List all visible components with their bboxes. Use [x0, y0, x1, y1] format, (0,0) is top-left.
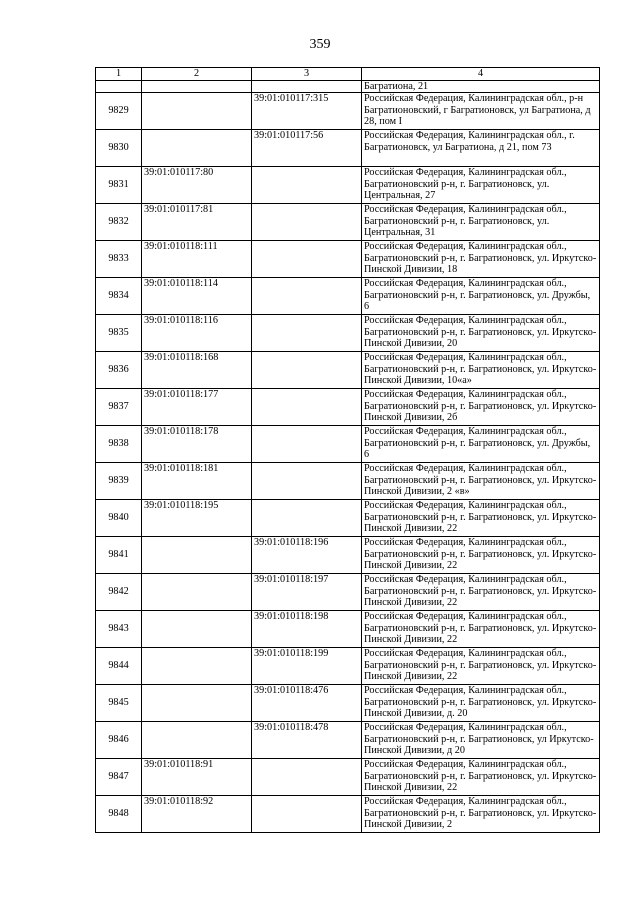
- cadastral-number-premises: [252, 389, 362, 426]
- table-row: [96, 130, 600, 167]
- cadastral-number-land: 39:01:010118:178: [142, 426, 252, 463]
- register-table: [95, 67, 600, 833]
- address: Российская Федерация, Калининградская обл., Багратионовский р-н, г. Багратионовск, ул. Иркутско-Пинской Дивизии, 22: [362, 574, 600, 611]
- address: Российская Федерация, Калининградская обл., Багратионовский р-н, г. Багратионовск, ул. Иркутско-Пинской Дивизии, 22: [362, 648, 600, 685]
- row-number: 9835: [96, 315, 142, 352]
- cadastral-number-premises: [252, 204, 362, 241]
- address: Российская Федерация, Калининградская обл., Багратионовский р-н, г. Багратионовск, ул. Дружбы, 6: [362, 426, 600, 463]
- header-col-3: 3: [252, 68, 362, 81]
- row-number: 9837: [96, 389, 142, 426]
- address: Российская Федерация, Калининградская обл., Багратионовский р-н, г. Багратионовск, ул. Иркутско-Пинской Дивизии, 2: [362, 796, 600, 833]
- address: Российская Федерация, Калининградская обл., Багратионовский р-н, г. Багратионовск, ул. Центральная, 31: [362, 204, 600, 241]
- table-row: [96, 574, 600, 611]
- cadastral-number-premises: [252, 759, 362, 796]
- row-number: 9840: [96, 500, 142, 537]
- table-row: [96, 463, 600, 500]
- table-row: [96, 204, 600, 241]
- cadastral-number-land: 39:01:010118:91: [142, 759, 252, 796]
- cadastral-number-land: 39:01:010118:116: [142, 315, 252, 352]
- table-row: [96, 500, 600, 537]
- cadastral-number-land: 39:01:010117:81: [142, 204, 252, 241]
- address: Российская Федерация, Калининградская обл., Багратионовский р-н, г. Багратионовск, ул. Иркутско-Пинской Дивизии, 22: [362, 759, 600, 796]
- row-number: 9833: [96, 241, 142, 278]
- cadastral-number-land: 39:01:010118:195: [142, 500, 252, 537]
- table-row: [96, 315, 600, 352]
- cadastral-number-land: [142, 685, 252, 722]
- cadastral-number-land: [142, 648, 252, 685]
- address: Российская Федерация, Калининградская обл., Багратионовский р-н, г. Багратионовск, ул. Иркутско-Пинской Дивизии, 18: [362, 241, 600, 278]
- cadastral-number-land: 39:01:010117:80: [142, 167, 252, 204]
- cadastral-number-premises: [252, 426, 362, 463]
- table-row: [96, 537, 600, 574]
- row-number: 9845: [96, 685, 142, 722]
- header-col-4: 4: [362, 68, 600, 81]
- cadastral-number-land: 39:01:010118:111: [142, 241, 252, 278]
- continuation-row: [96, 80, 600, 93]
- address: Российская Федерация, Калининградская обл., Багратионовский р-н, г. Багратионовск, ул. Иркутско-Пинской Дивизии, 22: [362, 500, 600, 537]
- address: Российская Федерация, Калининградская обл., Багратионовский р-н, г. Багратионовск, ул. Иркутско-Пинской Дивизии, д. 20: [362, 685, 600, 722]
- cadastral-number-premises: [252, 463, 362, 500]
- table-row: [96, 796, 600, 833]
- address: Российская Федерация, Калининградская обл., Багратионовский р-н, г. Багратионовск, ул. Иркутско-Пинской Дивизии, 22: [362, 537, 600, 574]
- address: Российская Федерация, Калининградская обл., р-н Багратионовский, г Багратионовск, ул Багратиона, д 28, пом I: [362, 93, 600, 130]
- table-row: [96, 93, 600, 130]
- cadastral-number-premises: 39:01:010118:197: [252, 574, 362, 611]
- cadastral-number-land: 39:01:010118:177: [142, 389, 252, 426]
- cadastral-number-land: [142, 722, 252, 759]
- cadastral-number-land: 39:01:010118:114: [142, 278, 252, 315]
- table-row: [96, 611, 600, 648]
- table-row: [96, 389, 600, 426]
- row-number: 9843: [96, 611, 142, 648]
- row-number: 9839: [96, 463, 142, 500]
- address: Российская Федерация, Калининградская обл., Багратионовский р-н, г. Багратионовск, ул. Иркутско-Пинской Дивизии, 10«а»: [362, 352, 600, 389]
- cadastral-number-premises: 39:01:010118:476: [252, 685, 362, 722]
- table-row: [96, 241, 600, 278]
- header-row: [96, 68, 600, 81]
- cadastral-number-premises: 39:01:010117:56: [252, 130, 362, 167]
- table-row: [96, 685, 600, 722]
- header-col-1: 1: [96, 68, 142, 81]
- table-row: [96, 167, 600, 204]
- table-row: [96, 352, 600, 389]
- row-number: 9842: [96, 574, 142, 611]
- cadastral-number-land: [142, 611, 252, 648]
- page-number: 359: [309, 37, 331, 52]
- row-number: 9832: [96, 204, 142, 241]
- cadastral-number-premises: 39:01:010118:199: [252, 648, 362, 685]
- cadastral-number-land: 39:01:010118:92: [142, 796, 252, 833]
- row-number: 9834: [96, 278, 142, 315]
- row-number: 9844: [96, 648, 142, 685]
- row-number: [96, 80, 142, 93]
- header-col-2: 2: [142, 68, 252, 81]
- cadastral-number-land: [142, 130, 252, 167]
- cadastral-number-land: [142, 574, 252, 611]
- cadastral-number-premises: [252, 796, 362, 833]
- cadastral-number-premises: [252, 500, 362, 537]
- row-number: 9830: [96, 130, 142, 167]
- address: Российская Федерация, Калининградская обл., Багратионовский р-н, г. Багратионовск, ул. Дружбы, 6: [362, 278, 600, 315]
- table-row: [96, 722, 600, 759]
- address: Российская Федерация, Калининградская обл., Багратионовский р-н, г. Багратионовск, ул. Центральная, 27: [362, 167, 600, 204]
- cadastral-number-premises: 39:01:010118:196: [252, 537, 362, 574]
- cadastral-number-land: [142, 93, 252, 130]
- cadastral-number-premises: [252, 315, 362, 352]
- row-number: 9829: [96, 93, 142, 130]
- cadastral-number-premises: [252, 241, 362, 278]
- table-row: [96, 278, 600, 315]
- row-number: 9841: [96, 537, 142, 574]
- cadastral-number-land: 39:01:010118:168: [142, 352, 252, 389]
- row-number: 9847: [96, 759, 142, 796]
- cadastral-number-premises: [252, 352, 362, 389]
- table-row: [96, 648, 600, 685]
- address: Российская Федерация, Калининградская обл., г. Багратионовск, ул Багратиона, д 21, пом 73: [362, 130, 600, 167]
- cadastral-number-premises: [252, 278, 362, 315]
- address: Российская Федерация, Калининградская обл., Багратионовский р-н, г. Багратионовск, ул. Иркутско-Пинской Дивизии, 22: [362, 611, 600, 648]
- cadastral-number-premises: [252, 167, 362, 204]
- cadastral-number-premises: 39:01:010118:478: [252, 722, 362, 759]
- row-number: 9831: [96, 167, 142, 204]
- row-number: 9836: [96, 352, 142, 389]
- row-number: 9838: [96, 426, 142, 463]
- address: Российская Федерация, Калининградская обл., Багратионовский р-н, г. Багратионовск, ул Иркутско-Пинской Дивизии, д 20: [362, 722, 600, 759]
- address: Багратиона, 21: [362, 80, 600, 93]
- cadastral-number-premises: 39:01:010117:315: [252, 93, 362, 130]
- cadastral-number-premises: 39:01:010118:198: [252, 611, 362, 648]
- cadastral-number-land: 39:01:010118:181: [142, 463, 252, 500]
- row-number: 9848: [96, 796, 142, 833]
- table-row: [96, 759, 600, 796]
- address: Российская Федерация, Калининградская обл., Багратионовский р-н, г. Багратионовск, ул. Иркутско-Пинской Дивизии, 2 «в»: [362, 463, 600, 500]
- cadastral-number-land: [142, 537, 252, 574]
- table-row: [96, 426, 600, 463]
- address: Российская Федерация, Калининградская обл., Багратионовский р-н, г. Багратионовск, ул. Иркутско-Пинской Дивизии, 2б: [362, 389, 600, 426]
- cadastral-number-premises: [252, 80, 362, 93]
- row-number: 9846: [96, 722, 142, 759]
- address: Российская Федерация, Калининградская обл., Багратионовский р-н, г. Багратионовск, ул. Иркутско-Пинской Дивизии, 20: [362, 315, 600, 352]
- cadastral-number-land: [142, 80, 252, 93]
